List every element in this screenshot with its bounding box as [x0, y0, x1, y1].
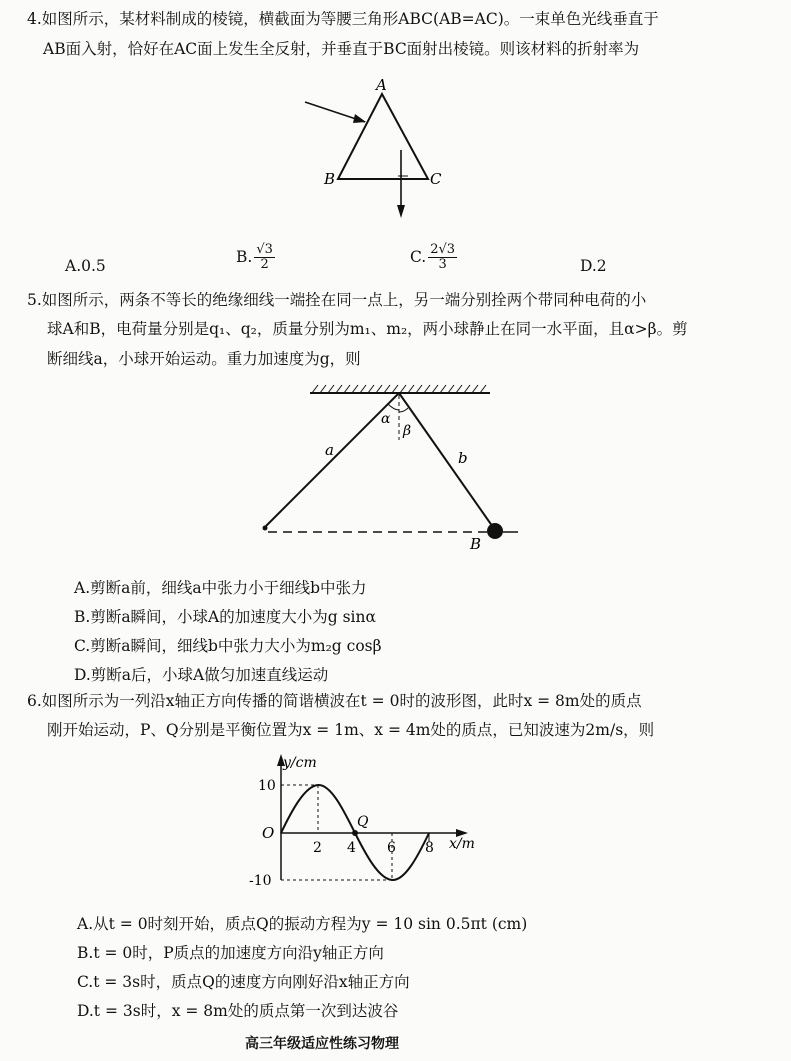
y-tick-10: 10 [258, 778, 276, 794]
q5-text-line3: 断细线a，小球开始运动。重力加速度为g，则 [47, 350, 361, 368]
x-tick-2: 2 [313, 840, 322, 856]
q4-text-line1: 4.如图所示，某材料制成的棱镜，横截面为等腰三角形ABC(AB=AC)。一束单色光线垂直于 [27, 10, 659, 28]
q4-option-b-prefix: B. [236, 247, 253, 266]
prism-label-a: A [376, 76, 387, 94]
q5-option-d[interactable]: D.剪断a后，小球A做匀加速直线运动 [74, 666, 329, 684]
q4-option-b-denominator: 2 [260, 257, 269, 273]
string-b-label: b [458, 449, 468, 467]
q5-option-c[interactable]: C.剪断a瞬间，细线b中张力大小为m₂g cosβ [74, 637, 382, 655]
q6-text-line2: 刚开始运动，P、Q分别是平衡位置为x = 1m、x = 4m处的质点，已知波速为2m/s，则 [47, 721, 655, 739]
q6-option-a[interactable]: A.从t = 0时刻开始，质点Q的振动方程为y = 10 sin 0.5πt (cm) [77, 915, 528, 933]
page-footer: 高三年级适应性练习物理 [245, 1036, 399, 1052]
q5-option-b[interactable]: B.剪断a瞬间，小球A的加速度大小为g sinα [74, 608, 376, 626]
point-q-label: Q [357, 814, 369, 830]
q4-option-d[interactable]: D.2 [580, 257, 607, 275]
q6-option-d[interactable]: D.t = 3s时，x = 8m处的质点第一次到达波谷 [77, 1002, 399, 1020]
x-tick-8: 8 [425, 840, 434, 856]
q5-option-a[interactable]: A.剪断a前，细线a中张力小于细线b中张力 [74, 579, 367, 597]
q4-text-line2: AB面入射，恰好在AC面上发生全反射，并垂直于BC面射出棱镜。则该材料的折射率为 [43, 40, 640, 58]
q4-option-a[interactable]: A.0.5 [65, 257, 106, 275]
q5-text-line2: 球A和B，电荷量分别是q₁、q₂，质量分别为m₁、m₂，两小球静止在同一水平面，且α>β。剪 [47, 320, 688, 338]
x-axis-label: x/m [449, 836, 475, 852]
q6-text-line1: 6.如图所示为一列沿x轴正方向传播的简谐横波在t = 0时的波形图，此时x = 8m处的质点 [27, 692, 642, 710]
q4-option-c-prefix: C. [410, 247, 427, 266]
ball-b-label: B [470, 535, 482, 553]
y-axis-label: y/cm [283, 755, 317, 771]
y-tick-neg10: -10 [249, 873, 272, 889]
q5-text-line1: 5.如图所示，两条不等长的绝缘细线一端拴在同一点上，另一端分别拴两个带同种电荷的小 [27, 291, 647, 309]
string-a-label: a [325, 441, 334, 459]
q6-option-b[interactable]: B.t = 0时，P质点的加速度方向沿y轴正方向 [77, 944, 384, 962]
x-tick-6: 6 [387, 840, 396, 856]
q4-option-b-numerator: √3 [256, 242, 273, 257]
origin-label: O [262, 824, 275, 842]
q4-option-c-denominator: 3 [438, 257, 447, 273]
x-tick-4: 4 [347, 840, 356, 856]
q4-option-c-numerator: 2√3 [430, 242, 456, 257]
prism-label-c: C [430, 170, 442, 188]
q6-option-c[interactable]: C.t = 3s时，质点Q的速度方向刚好沿x轴正方向 [77, 973, 410, 991]
prism-label-b: B [324, 170, 336, 188]
angle-beta-label: β [403, 423, 412, 439]
angle-alpha-label: α [381, 411, 391, 427]
